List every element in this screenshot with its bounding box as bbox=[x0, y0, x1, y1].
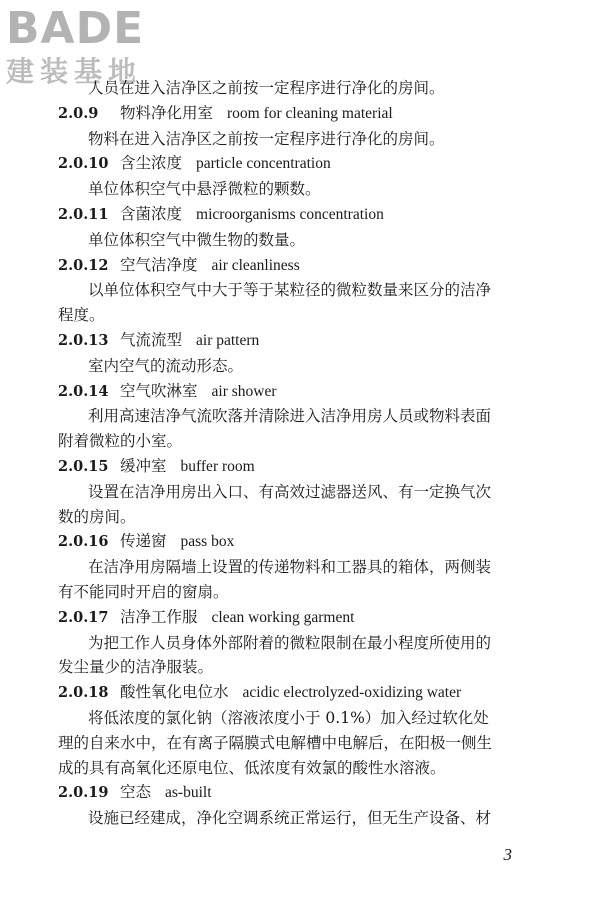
term-english: air cleanliness bbox=[211, 256, 300, 274]
term-heading bbox=[58, 454, 533, 480]
term-definition bbox=[58, 480, 533, 530]
term-definition bbox=[58, 354, 533, 379]
definition-line: 室内空气的流动形态。 bbox=[88, 356, 244, 375]
term-number: 2.0.10 bbox=[58, 155, 109, 173]
term-heading bbox=[58, 529, 533, 555]
term-number: 2.0.9 bbox=[58, 104, 99, 122]
term-english: pass box bbox=[180, 533, 235, 551]
term-entry bbox=[58, 328, 533, 379]
term-heading bbox=[58, 101, 533, 127]
term-entry bbox=[58, 605, 533, 680]
definition-line: 在洁净用房隔墙上设置的传递物料和工器具的箱体，两侧装 bbox=[88, 558, 492, 577]
watermark-subtitle: 建装基地 bbox=[6, 55, 143, 88]
term-number: 2.0.13 bbox=[58, 331, 109, 349]
term-chinese: 物料净化用室 bbox=[120, 103, 214, 122]
term-heading bbox=[58, 379, 533, 405]
term-entry bbox=[58, 529, 533, 604]
term-definition bbox=[58, 706, 533, 780]
term-english: as-built bbox=[165, 784, 212, 802]
term-definition bbox=[58, 631, 533, 681]
definition-line: 以单位体积空气中大于等于某粒径的微粒数量来区分的洁净 bbox=[88, 281, 492, 300]
term-number: 2.0.19 bbox=[58, 784, 109, 802]
definition-line: 成的具有高氧化还原电位、低浓度有效氯的酸性水溶液。 bbox=[58, 758, 446, 777]
definition-line: 设施已经建成，净化空调系统正常运行，但无生产设备、材 bbox=[88, 809, 492, 828]
term-english: air pattern bbox=[196, 331, 260, 349]
term-number: 2.0.16 bbox=[58, 533, 109, 551]
term-chinese: 含尘浓度 bbox=[120, 154, 183, 173]
term-number: 2.0.18 bbox=[58, 684, 109, 702]
term-entry bbox=[58, 454, 533, 529]
term-chinese: 传递窗 bbox=[120, 532, 167, 551]
definition-line: 单位体积空气中悬浮微粒的颗数。 bbox=[88, 180, 321, 199]
term-heading bbox=[58, 202, 533, 228]
definition-line: 附着微粒的小室。 bbox=[58, 432, 183, 451]
term-entry bbox=[58, 253, 533, 328]
term-heading bbox=[58, 151, 533, 177]
term-entry bbox=[58, 202, 533, 253]
term-entry bbox=[58, 151, 533, 202]
term-definition bbox=[58, 555, 533, 605]
term-english: particle concentration bbox=[196, 155, 331, 173]
term-chinese: 空气洁净度 bbox=[120, 255, 198, 274]
term-definition bbox=[58, 228, 533, 253]
term-entry bbox=[58, 101, 533, 152]
definition-line: 为把工作人员身体外部附着的微粒限制在最小程度所使用的 bbox=[88, 633, 492, 652]
term-definition bbox=[58, 177, 533, 202]
term-english: microorganisms concentration bbox=[196, 205, 384, 223]
definition-line: 程度。 bbox=[58, 306, 105, 325]
term-definition bbox=[58, 806, 533, 831]
definition-line: 有不能同时开启的窗扇。 bbox=[58, 582, 229, 601]
definition-line: 数的房间。 bbox=[58, 507, 136, 526]
term-number: 2.0.11 bbox=[58, 205, 109, 223]
definition-line: 利用高速洁净气流吹落并清除进入洁净用房人员或物料表面 bbox=[88, 407, 492, 426]
term-chinese: 酸性氧化电位水 bbox=[120, 683, 229, 702]
term-heading bbox=[58, 328, 533, 354]
term-chinese: 含菌浓度 bbox=[120, 204, 183, 223]
term-english: buffer room bbox=[180, 457, 255, 475]
term-entry bbox=[58, 780, 533, 831]
term-chinese: 空气吹淋室 bbox=[120, 381, 198, 400]
term-number: 2.0.12 bbox=[58, 256, 109, 274]
term-chinese: 洁净工作服 bbox=[120, 607, 198, 626]
term-definition bbox=[58, 404, 533, 454]
term-heading bbox=[58, 605, 533, 631]
definition-line: 单位体积空气中微生物的数量。 bbox=[88, 230, 306, 249]
term-english: clean working garment bbox=[211, 608, 355, 626]
term-chinese: 空态 bbox=[120, 783, 152, 802]
term-heading bbox=[58, 680, 533, 706]
term-list bbox=[58, 101, 533, 831]
page-number: 3 bbox=[503, 845, 512, 864]
term-number: 2.0.14 bbox=[58, 382, 109, 400]
watermark-brand: BADE bbox=[6, 3, 145, 54]
term-heading bbox=[58, 780, 533, 806]
term-number: 2.0.17 bbox=[58, 608, 109, 626]
term-definition bbox=[58, 278, 533, 328]
definition-line: 理的自来水中，在有离子隔膜式电解槽中电解后，在阳极一侧生 bbox=[58, 733, 493, 752]
continued-definition: 人员在进入洁净区之前按一定程序进行净化的房间。 bbox=[88, 79, 445, 97]
definition-line: 设置在洁净用房出入口、有高效过滤器送风、有一定换气次 bbox=[88, 482, 492, 501]
term-english: room for cleaning material bbox=[227, 104, 393, 122]
definition-line: 发尘量少的洁净服装。 bbox=[58, 658, 214, 677]
term-chinese: 缓冲室 bbox=[120, 456, 167, 475]
term-english: air shower bbox=[211, 382, 277, 400]
term-entry bbox=[58, 680, 533, 780]
term-english: acidic electrolyzed-oxidizing water bbox=[242, 684, 462, 702]
term-definition bbox=[58, 127, 533, 152]
document-body bbox=[58, 76, 533, 831]
term-heading bbox=[58, 253, 533, 279]
term-number: 2.0.15 bbox=[58, 457, 109, 475]
definition-line: 物料在进入洁净区之前按一定程序进行净化的房间。 bbox=[88, 129, 445, 148]
term-entry bbox=[58, 379, 533, 454]
definition-line: 将低浓度的氯化钠（溶液浓度小于 0.1%）加入经过软化处 bbox=[88, 708, 489, 727]
term-chinese: 气流流型 bbox=[120, 330, 183, 349]
